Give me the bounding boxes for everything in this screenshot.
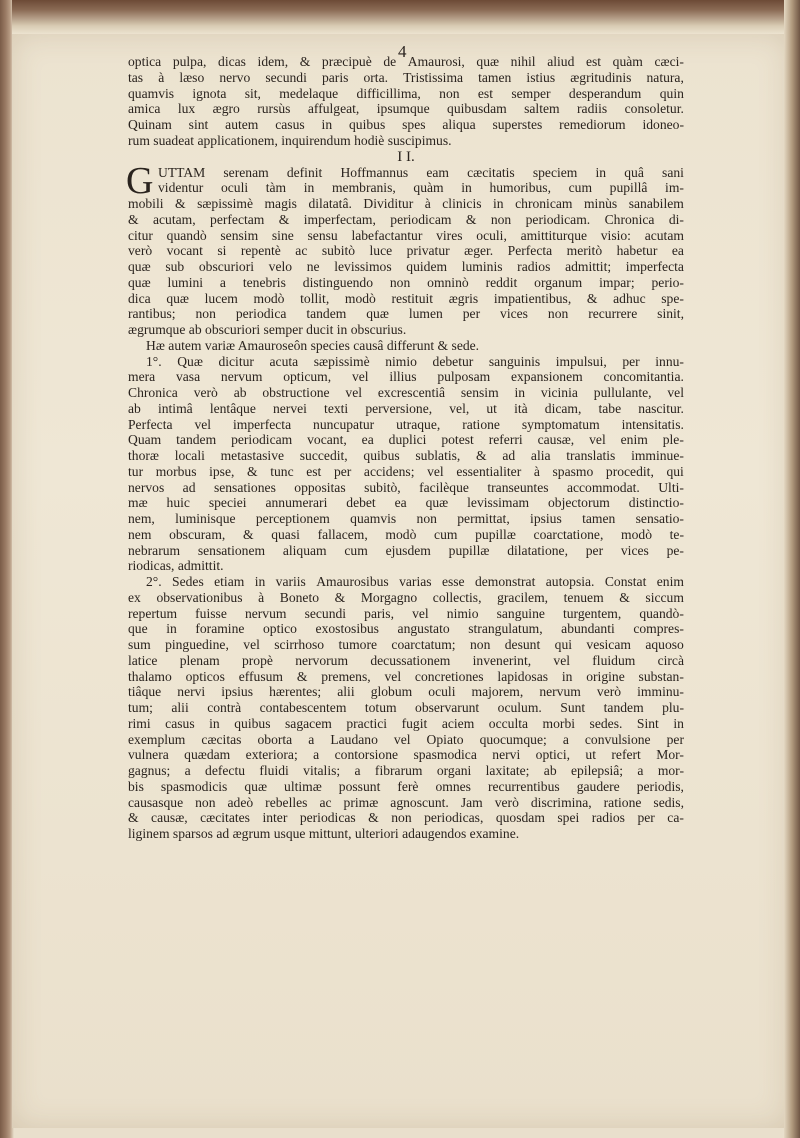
paragraph-intro	[128, 54, 684, 149]
text-line: ægrumque ab obscuriori semper ducit in obscurius.	[128, 322, 407, 337]
text-line: repertum fuisse nervum secundi paris, vel nimio sanguine turgentem, quandò-	[128, 605, 684, 621]
text-line: Quinam sint autem casus in quibus spes aliqua superstes remediorum idoneo-	[128, 117, 684, 132]
text-line: rimi casus in quibus sagacem practici fugit aciem occulta morbi sedes. Sint in	[128, 715, 684, 731]
text-line: quæ lumini a tenebris distinguendo non omninò reddit organum impar; perio-	[128, 274, 684, 290]
text-line: dica quæ lucem modò tollit, modò restituit ægris impatientibus, & adhuc spe-	[128, 290, 684, 306]
text-line: nebrarum sensationem aliquam cum ejusdem pupillæ dilatatione, per vices pe-	[128, 542, 684, 558]
text-line: sum pinguedine, vel scirrhoso tumore coarctatum; non desunt qui vesicam aquoso	[128, 637, 684, 652]
text-line: causasque non adeò rebelles ac primæ agnoscunt. Jam verò discrimina, ratione sedis,	[128, 794, 684, 810]
text-line: rantibus; non periodica tandem quæ lumen per vices non recurrere sinit,	[128, 306, 684, 322]
page-top-edge	[12, 0, 788, 34]
text-line: Hæ autem variæ Amauroseôn species causâ differunt & sede.	[146, 337, 480, 353]
text-line: tur morbus ipse, & tunc est per accidens; vel essentialiter à spasmo procedit, qui	[128, 463, 684, 479]
text-line: latice plenam propè nervorum decussationem invenerint, vel fluidum circà	[128, 652, 684, 668]
text-line: riodicas, admittit.	[128, 558, 224, 574]
text-line: Chronica verò ab obstructione vel excrescentiâ sensim in vicinia pullulante, vel	[128, 385, 684, 400]
text-line: tas à læso nervo secundi paris orta. Tristissima tamen istius ægritudinis natura,	[128, 69, 684, 85]
text-line: que in foramine optico exostosibus angustato strangulatum, abundanti compres-	[128, 621, 684, 637]
text-line: mera vasa nervum opticum, vel illius pulposam expansionem concomitantia.	[128, 369, 684, 385]
text-line: nem obscuram, & quasi fallacem, modò cum pupillæ coarctatione, modò te-	[128, 526, 684, 542]
text-line: 2°. Sedes etiam in variis Amaurosibus varias esse demonstrat autopsia. Constat enim	[146, 574, 684, 589]
text-line: nervos ad sensationes oppositas subitò, facilèque transeuntes accommodat. Ulti-	[128, 479, 684, 495]
text-line: & causæ, cæcitates inter periodicas & non periodicas, quosdam spei radios per ca-	[128, 810, 684, 826]
paragraph-first-cause	[128, 354, 684, 575]
page-right-edge	[784, 0, 800, 1138]
drop-cap-letter: G	[126, 159, 154, 202]
text-line: tiâque nervi ipsius hærentes; alii globum oculi majorem, nervum verò imminu-	[128, 684, 684, 700]
text-line: liginem sparsos ad ægrum usque mittunt, ulteriori adaugendos examine.	[128, 826, 520, 841]
text-line: rum suadeat applicationem, inquirendum hodiè suscipimus.	[128, 132, 452, 148]
text-line: quæ sub obscuriori velo ne levissimos quidem luminis radios admittit; imperfecta	[128, 259, 684, 274]
paragraph-gutta-serena	[126, 159, 684, 338]
text-line: Quam tandem periodicam vocant, ea duplici potest referri causæ, vel enim ple-	[128, 432, 684, 448]
body-text	[128, 54, 684, 842]
text-line: vulnera quædam exteriora; a contorsione spasmodica nervi optici, ut refert Mor-	[128, 747, 684, 763]
text-line: citur quandò sensim sine sensu labefactantur vires oculi, amittiturque visio: acutam	[128, 227, 684, 243]
text-line: UTTAM serenam definit Hoffmannus eam cæcitatis speciem in quâ sani	[158, 164, 684, 180]
text-line: videntur oculi tàm in membranis, quàm in humoribus, cum pupillâ im-	[158, 180, 684, 196]
text-line: exemplum cæcitas oborta a Laudano vel Opiato quocumque; a convulsione per	[128, 731, 684, 747]
text-line: thalamo opticos effusum & premens, vel concretiones lapidosas in origine substan-	[128, 668, 684, 684]
text-line: mobili & sæpissimè magis dilatatâ. Dividitur à clinicis in chronicam minùs sanabilem	[128, 196, 684, 211]
text-line: & acutam, perfectam & imperfectam, periodicam & non periodicam. Chronica di-	[128, 211, 684, 227]
text-line: tum; alii contrà contabescentem totum observarunt oculum. Sunt tandem plu-	[128, 700, 684, 715]
section-heading: I I.	[397, 148, 415, 165]
text-line: verò vocant si repentè ac subitò luce privatur æger. Perfecta meritò habetur ea	[128, 243, 684, 259]
text-line: gagnus; a defectu fluidi vitalis; a fibrarum organi laxitate; ab epilepsiâ; a mor-	[128, 763, 684, 778]
text-line: thoræ locali metastasive succedit, quibus sublatis, & ad alia translatis imminue-	[128, 448, 684, 463]
paragraph-species	[128, 338, 684, 354]
text-line: bis spasmodicis quæ ultimæ possunt ferè omnes recurrentibus gaudere periodis,	[128, 778, 684, 794]
text-line: nem, luminisque perceptionem quamvis non permittat, ipsius tamen sensatio-	[128, 511, 684, 526]
page-number: 4	[398, 42, 407, 61]
text-line: Perfecta vel imperfecta nuncupatur utraque, ratione symptomatum intensitatis.	[128, 416, 684, 432]
text-line: ab intimâ lentâque nervei texti perversione, vel, ut ità dicam, tabe nascitur.	[128, 400, 684, 416]
text-line: mæ huic speciei annumerari debet ea quæ levissimam objectorum distinctio-	[128, 495, 684, 511]
text-line: 1°. Quæ dicitur acuta sæpissimè nimio debetur sanguinis impulsui, per innu-	[146, 353, 684, 369]
text-line: optica pulpa, dicas idem, & præcipuè de Amaurosi, quæ nihil aliud est quàm cæci-	[128, 54, 684, 69]
text-line: quamvis ignota sit, medelaque difficillima, non est semper desperandum quin	[128, 85, 684, 101]
text-line: ex observationibus à Boneto & Morgagno collectis, gracilem, tenuem & siccum	[128, 589, 684, 605]
paragraph-second-seat	[128, 574, 684, 842]
text-line: amica lux ægro rursùs affulgeat, ipsumque quibusdam saltem radiis consoletur.	[128, 101, 684, 117]
